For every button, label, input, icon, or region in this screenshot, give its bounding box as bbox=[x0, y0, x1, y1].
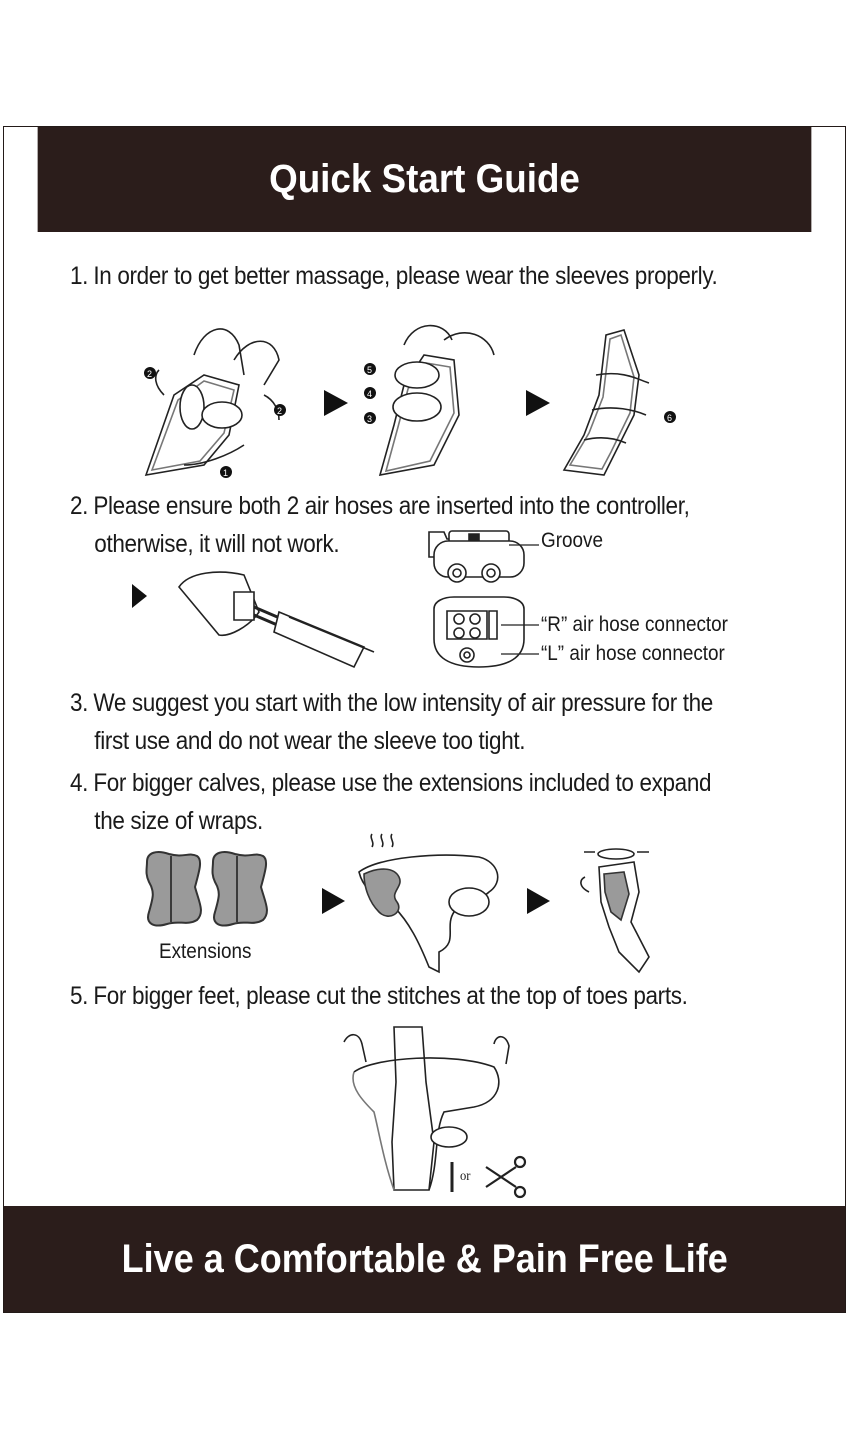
callout-2b: 2 bbox=[277, 406, 283, 416]
step-text: For bigger feet, please cut the stitches at the top of toes parts. bbox=[93, 982, 688, 1010]
step-4 bbox=[70, 764, 711, 840]
step-text-continued: the size of wraps. bbox=[94, 807, 263, 835]
quick-start-card bbox=[3, 126, 846, 1313]
step-number: 5. bbox=[70, 982, 89, 1010]
arrow-right-icon bbox=[324, 390, 348, 416]
open-wrap-figure bbox=[146, 329, 279, 475]
footer-tagline: Live a Comfortable & Pain Free Life bbox=[121, 1236, 728, 1281]
wrapped-leg-figure bbox=[564, 330, 649, 475]
callout-1: 1 bbox=[223, 468, 229, 478]
scissors-icon bbox=[486, 1157, 525, 1197]
step-number: 2. bbox=[70, 492, 89, 520]
step-3 bbox=[70, 684, 713, 760]
callout-3: 3 bbox=[367, 414, 373, 424]
wear-sleeves-illustration bbox=[134, 315, 714, 485]
step-text: Please ensure both 2 air hoses are inserted into the controller, bbox=[93, 492, 690, 520]
page-title: Quick Start Guide bbox=[269, 157, 580, 201]
step-text-continued: otherwise, it will not work. bbox=[94, 530, 340, 558]
groove-label: Groove bbox=[541, 529, 603, 552]
extended-wrap-figure bbox=[359, 834, 498, 972]
arrow-right-icon bbox=[132, 584, 147, 608]
callout-2a: 2 bbox=[147, 369, 153, 379]
step-1 bbox=[70, 257, 717, 295]
step-number: 4. bbox=[70, 769, 89, 797]
header-banner bbox=[38, 127, 812, 232]
arrow-right-icon bbox=[526, 390, 550, 416]
r-connector-label: “R” air hose connector bbox=[541, 613, 728, 636]
connector-leader-lines bbox=[509, 537, 549, 657]
step-text: In order to get better massage, please wear the sleeves properly. bbox=[93, 262, 718, 290]
callout-5: 5 bbox=[367, 365, 373, 375]
extensions-label: Extensions bbox=[159, 940, 252, 963]
callout-4: 4 bbox=[367, 389, 373, 399]
footer-banner bbox=[4, 1206, 845, 1312]
arrow-right-icon bbox=[322, 888, 345, 914]
extension-pads bbox=[147, 852, 267, 925]
arrow-right-icon bbox=[527, 888, 550, 914]
step-number: 3. bbox=[70, 689, 89, 717]
step-text: We suggest you start with the low intensity of air pressure for the bbox=[93, 689, 713, 717]
step-5 bbox=[70, 977, 687, 1015]
l-connector-label: “L” air hose connector bbox=[541, 642, 725, 665]
step-number: 1. bbox=[70, 262, 89, 290]
step-text: For bigger calves, please use the extensions included to expand bbox=[93, 769, 712, 797]
wrapping-figure bbox=[380, 326, 494, 475]
cut-stitches-illustration bbox=[334, 1022, 534, 1197]
callout-6: 6 bbox=[667, 413, 673, 423]
extended-leg-figure bbox=[581, 849, 649, 972]
step-text-continued: first use and do not wear the sleeve too tight. bbox=[94, 727, 526, 755]
or-label: or bbox=[460, 1169, 471, 1184]
